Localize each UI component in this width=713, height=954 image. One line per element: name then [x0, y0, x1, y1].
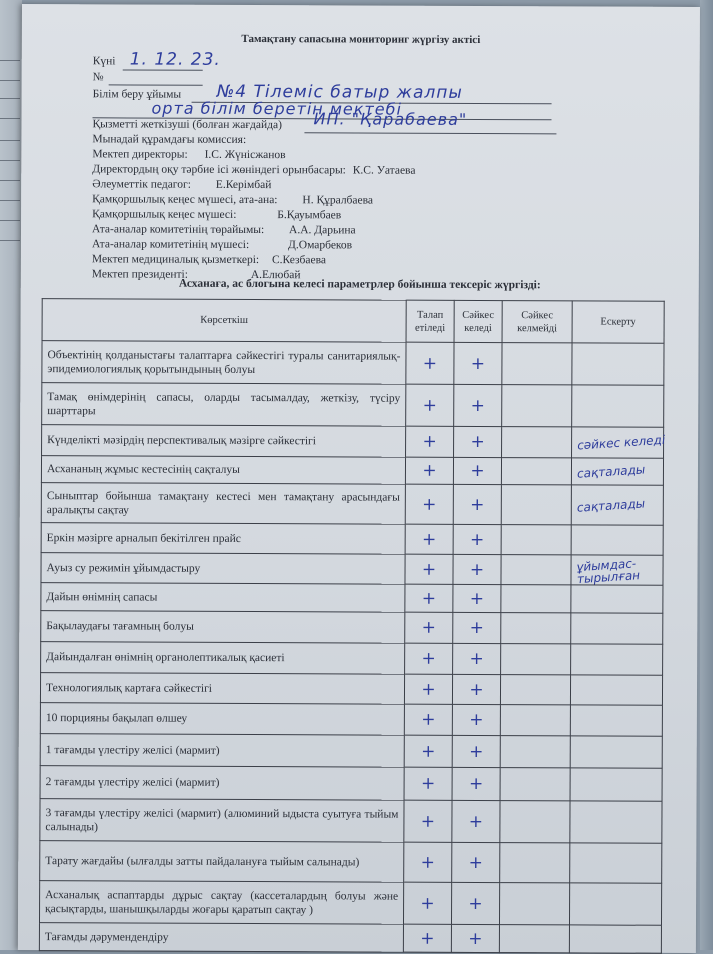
- required-mark: +: [405, 484, 453, 524]
- noncompliant-mark: [502, 427, 572, 458]
- commission-member: [92, 253, 326, 266]
- note-cell: [572, 343, 664, 385]
- noncompliant-mark: [501, 613, 571, 644]
- table-row: [42, 425, 664, 459]
- number-label: №: [92, 71, 104, 84]
- compliant-mark: +: [453, 457, 501, 484]
- note-cell: сақталады: [571, 485, 663, 525]
- commission-role: Мектеп медициналық қызметкері:: [91, 253, 260, 267]
- commission-member: [92, 163, 415, 176]
- commission-member: [92, 238, 352, 251]
- note-cell: сәйкес келеді: [572, 427, 664, 458]
- table-row: [40, 799, 662, 844]
- required-mark: +: [403, 924, 451, 952]
- date-value: 1. 12. 23.: [129, 49, 221, 70]
- commission-name: І.С. Жүнісжанов: [204, 148, 286, 162]
- compliant-mark: +: [454, 342, 502, 384]
- commission-member: [92, 223, 356, 236]
- compliant-mark: +: [453, 554, 501, 584]
- table-row: [41, 642, 663, 676]
- noncompliant-mark: [499, 925, 569, 953]
- indicator-cell: Еркін мәзірге арналып бекітілген прайс: [41, 523, 405, 555]
- table-row: [40, 703, 662, 737]
- required-mark: +: [404, 704, 452, 735]
- compliant-mark: +: [452, 800, 500, 842]
- note-cell: [570, 736, 662, 768]
- required-mark: +: [405, 584, 453, 612]
- table-row: [41, 523, 663, 556]
- required-mark: +: [405, 524, 453, 554]
- noncompliant-mark: [502, 343, 572, 385]
- note-cell: [571, 525, 663, 555]
- table-row: [41, 483, 663, 526]
- commission-role: Қамқоршылық кеңес мүшесі:: [92, 208, 237, 221]
- table-row: [42, 383, 664, 428]
- note-cell: [571, 585, 663, 613]
- commission-role: Директордың оқу тәрбие ісі жөніндегі орынбасары:: [92, 163, 346, 177]
- compliant-mark: +: [453, 524, 501, 554]
- commission-name: Б.Қауымбаев: [277, 209, 342, 222]
- noncompliant-mark: [500, 675, 570, 705]
- commission-member: [92, 193, 373, 206]
- indicator-cell: Технологиялық картаға сәйкестігі: [40, 673, 404, 705]
- noncompliant-mark: [500, 843, 570, 883]
- note-cell: [570, 675, 662, 705]
- required-mark: +: [405, 457, 453, 484]
- compliant-mark: +: [452, 674, 500, 704]
- indicator-cell: Тамақ өнімдерінің сапасы, оларды тасымалдау, жеткізу, түсіру шарттары: [42, 383, 406, 427]
- note-cell: [571, 613, 663, 644]
- commission-member: [92, 148, 285, 161]
- table-row: [41, 583, 663, 614]
- date-label: Күні: [92, 55, 116, 68]
- inspection-table: [39, 298, 665, 954]
- note-cell: [570, 768, 662, 801]
- required-mark: +: [404, 842, 452, 882]
- compliant-mark: +: [452, 767, 500, 800]
- required-mark: +: [404, 735, 452, 767]
- indicator-cell: Асхананың жұмыс кестесінің сақталуы: [41, 456, 405, 485]
- table-row: [39, 881, 661, 926]
- note-cell: [570, 843, 662, 883]
- noncompliant-mark: [500, 768, 570, 801]
- commission-role: Ата-аналар комитетінің мүшесі:: [91, 238, 250, 251]
- note-cell: [571, 644, 663, 675]
- required-mark: +: [406, 342, 454, 384]
- commission-name: Д.Омарбеков: [288, 239, 353, 252]
- compliant-mark: +: [454, 384, 502, 426]
- noncompliant-mark: [500, 705, 570, 736]
- required-mark: +: [406, 384, 454, 426]
- commission-role: Мектеп президенті:: [91, 268, 189, 281]
- indicator-cell: Тағамды дәрумендендіру: [39, 923, 403, 953]
- commission-name: Е.Керімбай: [215, 178, 272, 192]
- commission-role: Ата-аналар комитетінің төрайымы:: [91, 223, 265, 237]
- noncompliant-mark: [501, 555, 571, 585]
- compliant-mark: +: [451, 924, 499, 952]
- indicator-cell: Күнделікті мәзірдің перспективалық мәзірге сәйкестігі: [42, 425, 406, 458]
- indicator-cell: 10 порцияны бақылап өлшеу: [40, 703, 404, 736]
- indicator-cell: Ауыз су режимін ұйымдастыру: [41, 553, 405, 585]
- noncompliant-mark: [501, 585, 571, 613]
- noncompliant-mark: [501, 644, 571, 675]
- required-mark: +: [404, 674, 452, 704]
- school-value-line1: №4 Тілеміс батыр жалпы: [216, 81, 463, 103]
- compliant-mark: +: [452, 704, 500, 735]
- indicator-cell: Бақылаудағы тағамның болуы: [41, 611, 405, 644]
- commission-role: Әлеуметтік педагог:: [92, 178, 191, 191]
- note-cell: [570, 801, 662, 843]
- commission-name: Н. Құралбаева: [302, 194, 374, 207]
- commission-role: Мектеп директоры:: [92, 148, 188, 161]
- required-mark: +: [406, 426, 454, 457]
- table-header-row: [42, 299, 664, 344]
- header-note: Ескерту: [572, 301, 664, 343]
- header-noncompliant: Сәйкес келмейді: [502, 301, 572, 343]
- header-indicator: Көрсеткіш: [42, 299, 406, 343]
- required-mark: +: [404, 767, 452, 800]
- compliant-mark: +: [453, 484, 501, 524]
- commission-name: С.Кезбаева: [271, 254, 327, 267]
- indicator-cell: Дайындалған өнімнің органолептикалық қасиеті: [41, 642, 405, 675]
- noncompliant-mark: [500, 801, 570, 843]
- table-row: [40, 841, 662, 884]
- compliant-mark: +: [453, 612, 501, 643]
- commission-member: [92, 208, 341, 221]
- header-compliant: Сәйкес келеді: [454, 300, 502, 342]
- indicator-cell: 3 тағамды үлестіру желісі (мармит) (алюминий ыдыста суытуға тыйым салынады): [40, 799, 404, 843]
- noncompliant-mark: [500, 736, 570, 768]
- required-mark: +: [405, 643, 453, 674]
- noncompliant-mark: [501, 485, 571, 525]
- compliant-mark: +: [451, 882, 499, 924]
- noncompliant-mark: [501, 458, 571, 485]
- table-row: [41, 456, 663, 486]
- note-cell: сақталады: [571, 458, 663, 485]
- background-edge: [700, 0, 713, 950]
- commission-name: А.А. Дарьина: [289, 224, 356, 237]
- school-value-line2: орта білім беретін мектебі: [151, 98, 402, 119]
- header-required: Талап етіледі: [406, 300, 454, 342]
- indicator-cell: 1 тағамды үлестіру желісі (мармит): [40, 734, 404, 768]
- compliant-mark: +: [454, 426, 502, 457]
- commission-member: [92, 268, 301, 281]
- indicator-cell: Тарату жағдайы (ылғалды затты пайдалануға тыйым салынады): [40, 841, 404, 883]
- indicator-cell: Сыныптар бойынша тамақтану кестесі мен тамақтану арасындағы аралықты сақтау: [41, 483, 405, 525]
- noncompliant-mark: [502, 385, 572, 427]
- school-label: Білім беру ұйымы: [92, 88, 182, 101]
- table-row: [40, 766, 662, 802]
- required-mark: +: [404, 800, 452, 842]
- table-row: [42, 341, 664, 386]
- table-row: [41, 611, 663, 645]
- table-row: [39, 923, 661, 954]
- note-cell: ұйымдас-тырылған: [571, 555, 663, 585]
- table-row: [40, 734, 662, 769]
- noncompliant-mark: [499, 883, 569, 925]
- note-cell: [569, 883, 661, 925]
- compliant-mark: +: [452, 842, 500, 882]
- compliant-mark: +: [453, 584, 501, 612]
- commission-role: Қамқоршылық кеңес мүшесі, ата-ана:: [92, 193, 278, 207]
- supplier-value: ИП. "Қарабаева": [313, 109, 468, 129]
- required-mark: +: [405, 612, 453, 643]
- document-title: Тамақтану сапасына мониторинг жүргізу актісі: [241, 32, 481, 46]
- table-row: [41, 553, 663, 586]
- required-mark: +: [405, 554, 453, 584]
- table-row: [40, 673, 662, 706]
- note-cell: [572, 385, 664, 427]
- indicator-cell: Асханалық аспаптарды дұрыс сақтау (кассеталардың болуы және қасықтарды, шанышқыларды жоғары қаратып сақтау ): [39, 881, 403, 925]
- indicator-cell: Дайын өнімнің сапасы: [41, 583, 405, 613]
- indicator-cell: Объектінің қолданыстағы талаптарға сәйкестігі туралы санитариялық-эпидемиологиялық қорытындының болуы: [42, 341, 406, 385]
- commission-name: К.С. Уатаева: [352, 164, 416, 177]
- commission-name: А.Елюбай: [250, 269, 301, 282]
- note-cell: [569, 925, 661, 953]
- number-underline: [109, 71, 203, 85]
- commission-member: [92, 178, 271, 191]
- required-mark: +: [403, 882, 451, 924]
- compliant-mark: +: [452, 735, 500, 767]
- indicator-cell: 2 тағамды үлестіру желісі (мармит): [40, 766, 404, 801]
- noncompliant-mark: [501, 525, 571, 555]
- document-sheet: [18, 4, 700, 953]
- supplier-label: Қызметті жеткізуші (болған жағдайда): [92, 118, 283, 132]
- compliant-mark: +: [453, 643, 501, 674]
- commission-intro: Мынадай құрамдағы комиссия:: [92, 133, 247, 146]
- section-title: Асханаға, ас блогына келесі параметрлер бойынша тексеріс жүргізді:: [178, 277, 541, 292]
- note-cell: [570, 705, 662, 736]
